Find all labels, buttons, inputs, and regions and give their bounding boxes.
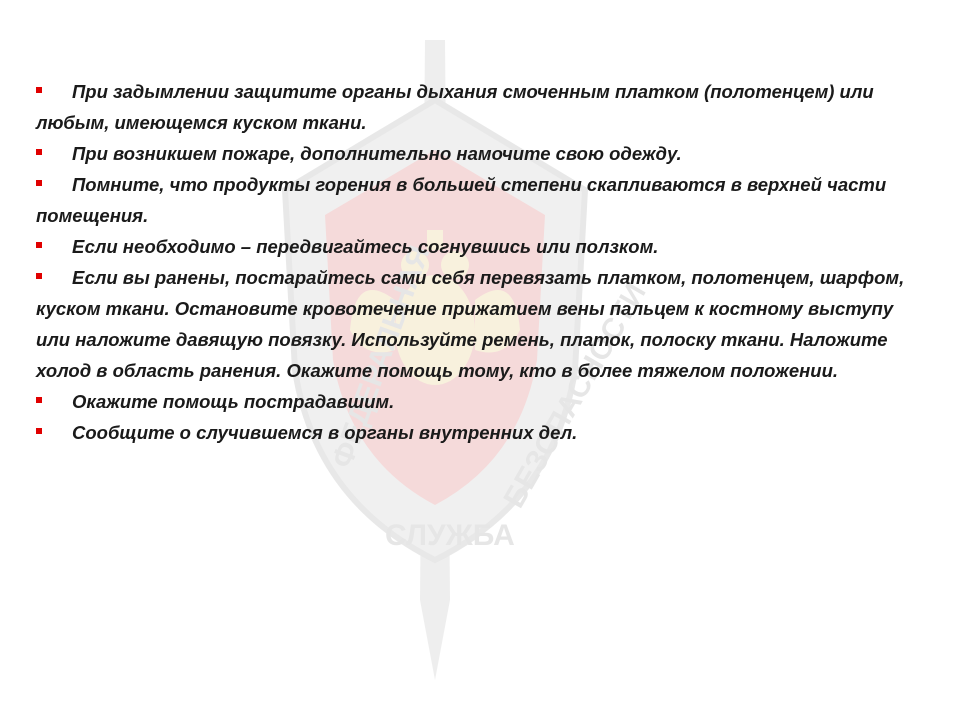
list-item-text: Если необходимо – передвигайтесь согнувшись или ползком. (72, 236, 659, 257)
list-item-text: При задымлении защитите органы дыхания смоченным платком (полотенцем) или любым, имеющемся куском ткани. (36, 81, 874, 133)
bullet-square-icon (36, 87, 42, 93)
list-item-text: Окажите помощь пострадавшим. (72, 391, 395, 412)
bullet-square-icon (36, 180, 42, 186)
bullet-square-icon (36, 242, 42, 248)
list-item (36, 231, 916, 262)
watermark-text-left: ФЕДЕРАЛЬНАЯ (325, 241, 437, 473)
list-item-text: Сообщите о случившемся в органы внутренних дел. (72, 422, 578, 443)
bullet-square-icon (36, 397, 42, 403)
list-item (36, 138, 916, 169)
watermark-text-right: БЕЗОПАСНОСТИ (497, 277, 653, 514)
list-item (36, 169, 916, 231)
list-item (36, 386, 916, 417)
list-item (36, 417, 916, 448)
list-item-text: Если вы ранены, постарайтесь сами себя перевязать платком, полотенцем, шарфом, куском ткани. Остановите кровотечение прижатием вены пальцем к костному выступу или наложите давящую повязку. Используйте ремень, платок, полоску ткани. Наложите холод в область ранения. Окажите помощь тому, кто в более тяжелом положении. (36, 267, 905, 381)
list-item-text: При возникшем пожаре, дополнительно намочите свою одежду. (72, 143, 682, 164)
bullet-square-icon (36, 273, 42, 279)
bullet-list (36, 76, 916, 448)
list-item (36, 76, 916, 138)
watermark-text-bottom: СЛУЖБА (385, 519, 515, 552)
list-item-text: Помните, что продукты горения в большей степени скапливаются в верхней части помещения. (36, 174, 887, 226)
bullet-square-icon (36, 149, 42, 155)
bullet-square-icon (36, 428, 42, 434)
list-item (36, 262, 916, 386)
